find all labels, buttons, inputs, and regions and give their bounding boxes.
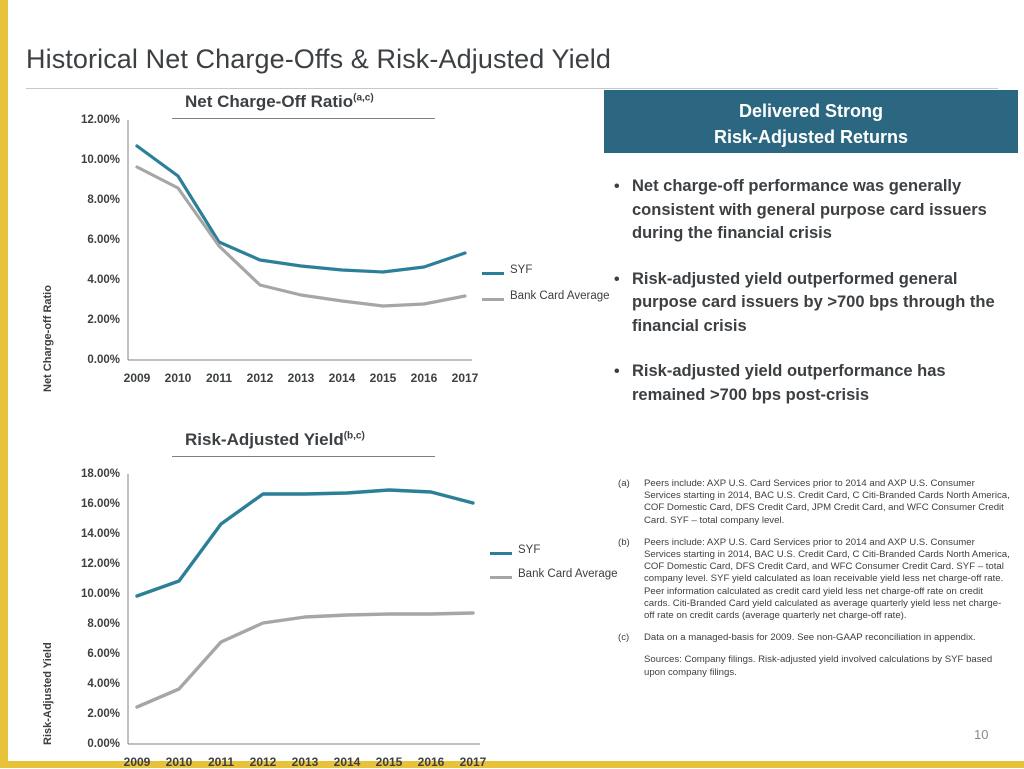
title-divider: [26, 88, 998, 89]
footnote-marker: (b): [618, 536, 630, 548]
chart-1-ytick: 10.00%: [80, 154, 120, 166]
chart-1-legend-swatch-syf: [482, 272, 504, 275]
chart-2-xtick: 2016: [417, 755, 445, 769]
chart-1-ytick: 12.00%: [80, 114, 120, 126]
chart-2-ytick: 4.00%: [87, 678, 120, 690]
chart-2-xtick: 2017: [459, 755, 487, 769]
chart-2-xtick: 2014: [333, 755, 361, 769]
footnote-marker: (a): [618, 478, 630, 489]
chart-1-y-axis-label: Net Charge-off Ratio: [42, 285, 54, 392]
chart-2-ytick: 0.00%: [87, 738, 120, 750]
panel-bullet-list: [608, 175, 1012, 429]
chart-2-xtick: 2011: [207, 755, 235, 769]
chart-net-charge-off-ratio: [20, 92, 610, 397]
chart-1-xtick: 2012: [246, 371, 274, 385]
panel-header-text: [604, 98, 1018, 150]
chart-2-xtick: 2012: [249, 755, 277, 769]
chart-1-xtick: 2013: [287, 371, 315, 385]
chart-1-legend-swatch-bankcard: [482, 298, 504, 301]
chart-2-y-axis-label: Risk-Adjusted Yield: [42, 642, 54, 745]
footnote-item: [618, 537, 1010, 622]
chart-1-ytick: 2.00%: [87, 314, 120, 326]
panel-header-line1: Delivered Strong: [738, 101, 884, 121]
chart-1-xtick: 2010: [164, 371, 192, 385]
chart-2-legend-swatch-bankcard: [490, 576, 512, 579]
chart-2-title-superscript: (b,c): [343, 430, 365, 442]
chart-1-xtick: 2011: [205, 371, 233, 385]
page-number: 10: [974, 727, 989, 742]
chart-1-legend-label-bankcard: Bank Card Average: [510, 290, 610, 302]
footnote-item: [618, 478, 1010, 527]
chart-2-ytick: 8.00%: [87, 618, 120, 630]
chart-1-ytick: 4.00%: [87, 274, 120, 286]
footnotes: [618, 478, 1010, 679]
chart-2-ytick: 14.00%: [80, 528, 120, 540]
chart-2-legend-label-syf: SYF: [518, 544, 541, 556]
chart-1-xtick: 2014: [328, 371, 356, 385]
chart-1-xtick: 2009: [123, 371, 151, 385]
panel-header-line2: Risk-Adjusted Returns: [713, 127, 909, 147]
left-accent-bar: [0, 0, 8, 768]
chart-2-legend-label-bankcard: Bank Card Average: [518, 568, 618, 580]
chart-1-title: Net Charge-Off Ratio$^{(a,c)}$: [185, 92, 374, 111]
chart-2-ytick: 12.00%: [80, 558, 120, 570]
chart-1-title-superscript: (a,c): [353, 92, 374, 104]
page-title: Historical Net Charge-Offs & Risk-Adjusted Yield: [26, 44, 612, 74]
bullet-item: • Risk-adjusted yield outperformed general purpose card issuers by >700 bps through the financial crisis: [608, 268, 1012, 339]
chart-1-plot: [20, 92, 600, 397]
chart-1-xtick: 2017: [451, 371, 479, 385]
chart-2-ytick: 18.00%: [80, 468, 120, 480]
chart-1-ytick: 8.00%: [87, 194, 120, 206]
chart-2-legend-swatch-syf: [490, 552, 512, 555]
footnote-text: Data on a managed-basis for 2009. See non-GAAP reconciliation in appendix.: [644, 632, 976, 644]
footnote-marker: (c): [618, 632, 630, 644]
chart-2-xtick: 2009: [123, 755, 151, 769]
chart-2-ytick: 6.00%: [87, 648, 120, 660]
chart-1-legend-label-syf: SYF: [510, 264, 533, 276]
chart-2-ytick: 2.00%: [87, 708, 120, 720]
footnote-text: Peers include: AXP U.S. Card Services prior to 2014 and AXP U.S. Consumer Services starting in 2014, BAC U.S. Credit Card, C Citi-Branded Cards North America, COF Domestic Card, DFS Credit Card, JPM Credit Card, and WFC Consumer Credit Card. SYF – total company level.: [644, 478, 1010, 526]
panel-header: [604, 90, 1018, 153]
footnote-text: Peers include: AXP U.S. Card Services prior to 2014 and AXP U.S. Consumer Services starting in 2014, BAC U.S. Credit Card, C Citi-Branded Cards North America, COF Domestic Card, DFS Credit Card, and WFC Consumer Credit Card. SYF – total company level. SYF yield calculated as loan receivable yield less net charge-off rate. Peer information calculated as credit card yield less net charge-off rate on credit cards. Citi-Branded Card yield calculated as average quarterly yield less net charge-off rate on credit cards (average quarterly net charge-off rate).: [644, 536, 1010, 622]
chart-risk-adjusted-yield: [20, 430, 620, 769]
sources-note: Sources: Company filings. Risk-adjusted yield involved calculations by SYF based upon company filings.: [644, 654, 993, 678]
chart-1-ytick: 6.00%: [87, 234, 120, 246]
chart-1-xtick: 2015: [369, 371, 397, 385]
chart-2-xtick: 2015: [375, 755, 403, 769]
chart-1-xtick: 2016: [410, 371, 438, 385]
chart-2-xtick: 2010: [165, 755, 193, 769]
bullet-item: • Net charge-off performance was generally consistent with general purpose card issuers during the financial crisis: [608, 175, 1012, 246]
footnote-item: [618, 632, 1010, 644]
chart-2-plot: [20, 430, 620, 760]
chart-1-ytick: 0.00%: [87, 354, 120, 366]
chart-2-ytick: 16.00%: [80, 498, 120, 510]
chart-2-title: Risk-Adjusted Yield$^{(b,c)}$: [185, 430, 365, 449]
chart-2-xtick: 2013: [291, 755, 319, 769]
bullet-item: • Risk-adjusted yield outperformance has remained >700 bps post-crisis: [608, 360, 1012, 407]
chart-2-ytick: 10.00%: [80, 588, 120, 600]
